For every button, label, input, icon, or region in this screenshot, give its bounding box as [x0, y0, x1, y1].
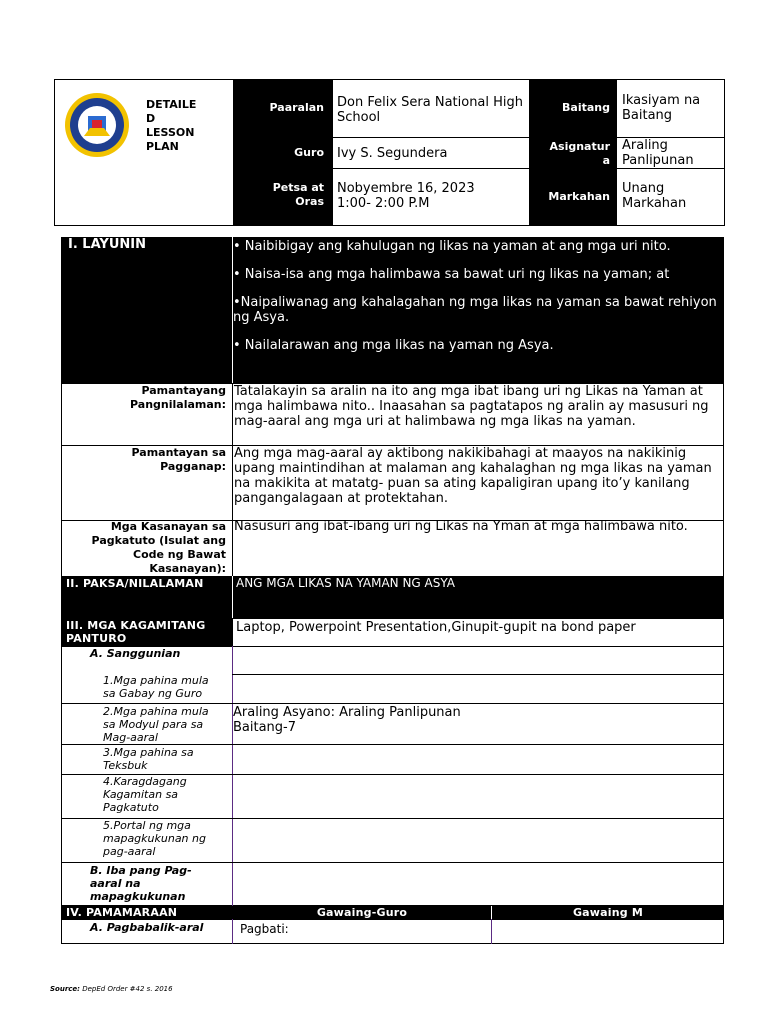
- asignatura-value: Araling Panlipunan: [622, 138, 694, 168]
- paksa-label: II. PAKSA/NILALAMAN: [66, 577, 204, 590]
- sanggunian-row-5-label: 5.Portal ng mga mapagkukunan ng pag-aaral: [103, 819, 206, 858]
- sanggunian-row-3-label: 3.Mga pahina sa Teksbuk: [103, 746, 194, 772]
- sanggunian-row-4-label: 4.Karagdagang Kagamitan sa Pagkatuto: [103, 775, 187, 814]
- kagamitan-label: III. MGA KAGAMITANG PANTURO: [66, 619, 206, 645]
- layunin-objectives: [233, 239, 721, 353]
- petsa-label: Petsa at Oras: [272, 181, 324, 208]
- kasanayan-label: Mga Kasanayan sa Pagkatuto (Isulat ang Code ng Bawat Kasanayan):: [91, 520, 226, 575]
- gawaing-mag-aaral-header: Gawaing M: [572, 906, 644, 919]
- paksa-text: ANG MGA LIKAS NA YAMAN NG ASYA: [236, 576, 455, 590]
- markahan-value: Unang Markahan: [622, 181, 687, 211]
- sanggunian-row-2-label: 2.Mga pahina mula sa Modyul para sa Mag-aaral: [103, 705, 209, 744]
- kagamitan-text: Laptop, Powerpoint Presentation,Ginupit-gupit na bond paper: [236, 620, 636, 635]
- guro-value: Ivy S. Segundera: [337, 146, 448, 161]
- school-seal-logo: [64, 92, 130, 158]
- sanggunian-label: A. Sanggunian: [90, 647, 181, 660]
- layunin-item: • Nailalarawan ang mga likas na yaman ng Asya.: [233, 338, 554, 353]
- pagganap-text: Ang mga mag-aaral ay aktibong nakikibahagi at maayos na nakikinig upang maintindihan at malaman ang kahalaghan ng mga likas na yaman na makikita at matatg- puan sa ating kapaligiran upang ito’y kanilang pangangalagaan at protektahan.: [234, 446, 712, 506]
- pagbabalik-aral-value: Pagbati:: [240, 922, 289, 936]
- layunin-item: • Naibibigay ang kahulugan ng likas na yaman at ang mga uri nito.: [233, 239, 671, 254]
- baitang-value: Ikasiyam na Baitang: [622, 93, 701, 123]
- petsa-value: Nobyembre 16, 2023 1:00- 2:00 P.M: [337, 181, 475, 211]
- pamamaraan-label: IV. PAMAMARAAN: [66, 906, 178, 919]
- baitang-label: Baitang: [562, 101, 610, 114]
- document-title: DETAILE D LESSON PLAN: [146, 98, 197, 153]
- layunin-item: • Naisa-isa ang mga halimbawa sa bawat uri ng likas na yaman; at: [233, 267, 670, 282]
- paaralan-value: Don Felix Sera National High School: [337, 95, 524, 125]
- kasanayan-text: Nasusuri ang ibat-ibang uri ng Likas na Yman at mga halimbawa nito.: [234, 519, 688, 534]
- paaralan-label: Paaralan: [269, 101, 324, 114]
- sanggunian-row-2-value: Araling Asyano: Araling Panlipunan Baitang-7: [233, 705, 461, 735]
- pangnilalaman-text: Tatalakayin sa aralin na ito ang mga ibat ibang uri ng Likas na Yaman at mga halimbawa nito.. Inaasahan sa pagtatapos ng aralin ay masusuri ng mag-aaral ang mga uri at halimbawa ng mga likas na yaman.: [234, 384, 709, 429]
- sanggunian-row-1-label: 1.Mga pahina mula sa Gabay ng Guro: [103, 674, 209, 700]
- asignatura-label: Asignatur a: [549, 140, 610, 167]
- iba-pang-label: B. Iba pang Pag- aaral na mapagkukunan: [90, 864, 192, 903]
- source-text: DepEd Order #42 s. 2016: [79, 985, 173, 993]
- source-label: Source:: [50, 985, 80, 993]
- markahan-label: Markahan: [548, 190, 610, 203]
- source-footer: [50, 985, 173, 993]
- pangnilalaman-label: Pamantayang Pangnilalaman:: [130, 384, 226, 411]
- pagbabalik-aral-label: A. Pagbabalik-aral: [90, 921, 204, 934]
- pagganap-label: Pamantayan sa Pagganap:: [131, 446, 226, 473]
- gawaing-guro-header: Gawaing-Guro: [316, 906, 408, 919]
- layunin-item: •Naipaliwanag ang kahalagahan ng mga likas na yaman sa bawat rehiyon ng Asya.: [233, 295, 717, 325]
- layunin-label: I. LAYUNIN: [68, 237, 146, 252]
- guro-label: Guro: [294, 146, 324, 159]
